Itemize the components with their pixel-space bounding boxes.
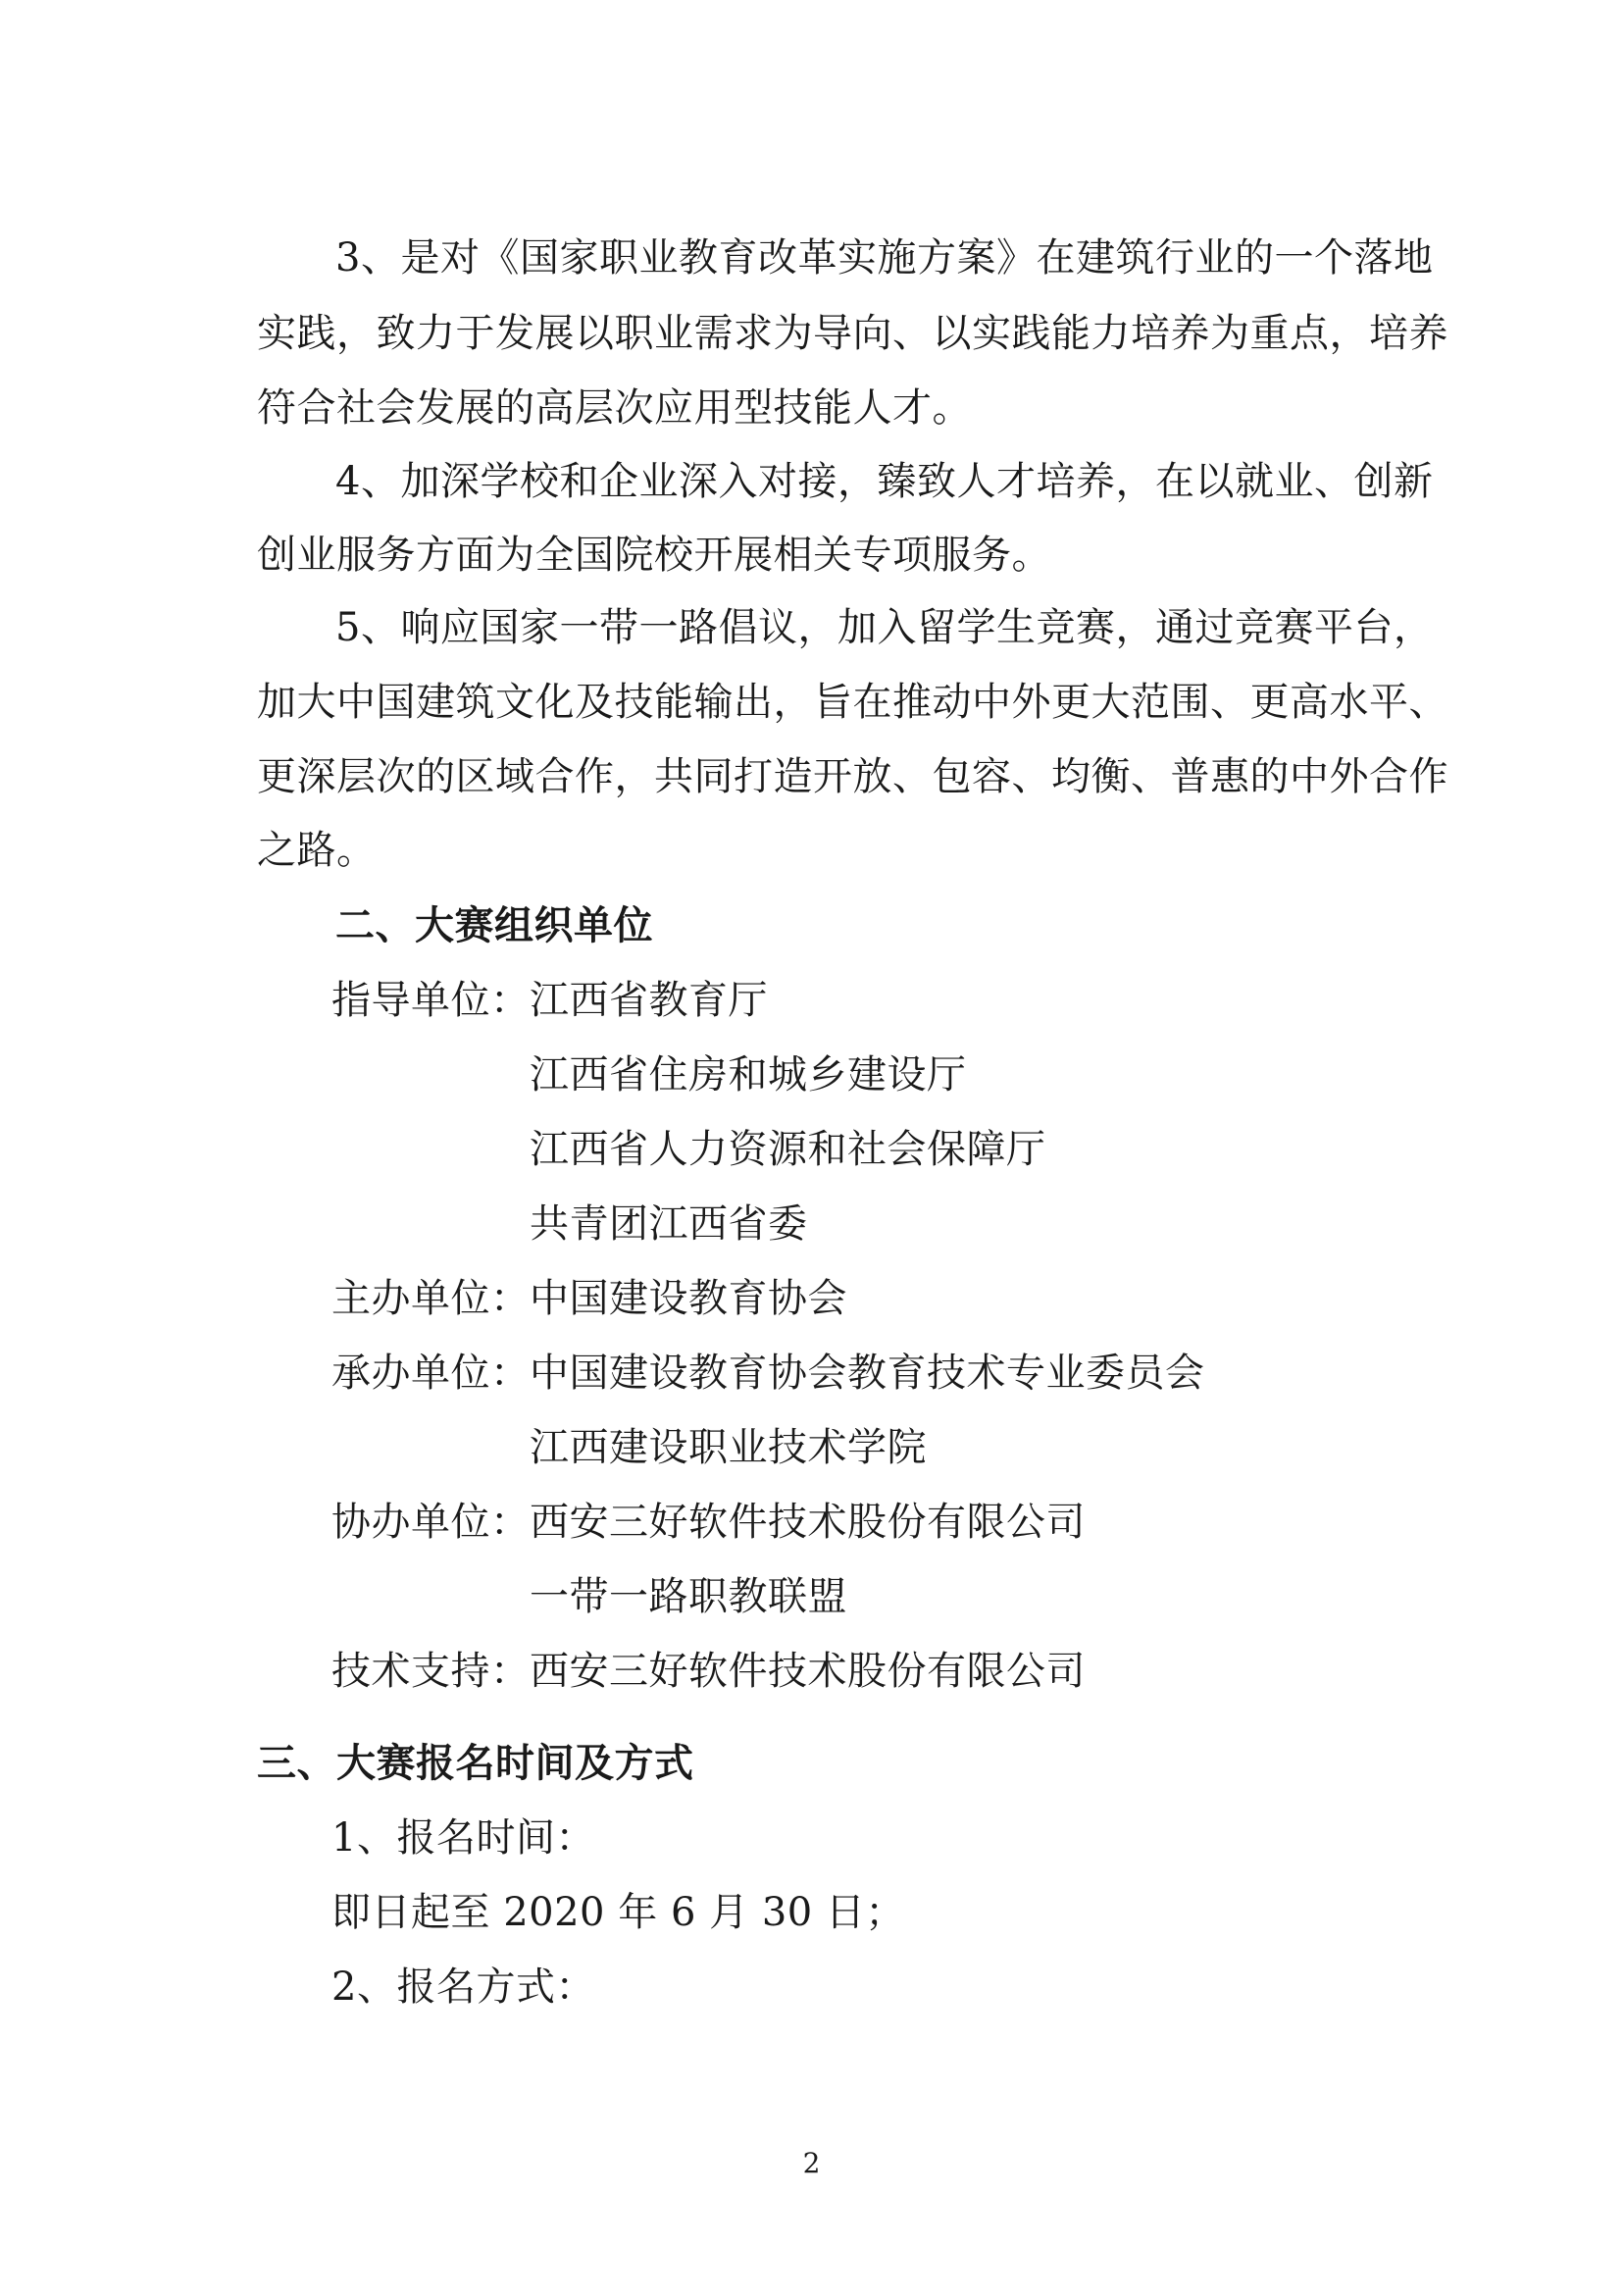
paragraph-item3-line1: 3、是对《国家职业教育改革实施方案》在建筑行业的一个落地	[335, 235, 1434, 281]
section-three-heading: 三、大赛报名时间及方式	[257, 1740, 694, 1786]
section-two-heading: 二、大赛组织单位	[335, 902, 653, 948]
tech-support-label: 技术支持：	[331, 1649, 531, 1694]
registration-time-value: 即日起至 2020 年 6 月 30 日；	[331, 1890, 905, 1935]
paragraph-item5-line1: 5、响应国家一带一路倡议，加入留学生竞赛，通过竞赛平台，	[335, 605, 1434, 650]
paragraph-item3-line2: 实践，致力于发展以职业需求为导向、以实践能力培养为重点，培养	[257, 311, 1448, 356]
host-unit-1: 中国建设教育协会	[530, 1276, 847, 1321]
paragraph-item5-line2: 加大中国建筑文化及技能输出，旨在推动中外更大范围、更高水平、	[257, 680, 1448, 725]
organizer-units-label: 承办单位：	[331, 1351, 531, 1396]
co-organizer-units-label: 协办单位：	[331, 1500, 531, 1545]
registration-time-label: 1、报名时间：	[331, 1815, 595, 1861]
tech-support-unit-1: 西安三好软件技术股份有限公司	[530, 1649, 1086, 1694]
paragraph-item3-line3: 符合社会发展的高层次应用型技能人才。	[257, 385, 972, 431]
paragraph-item5-line4: 之路。	[257, 828, 377, 873]
co-organizer-unit-1: 西安三好软件技术股份有限公司	[530, 1500, 1086, 1545]
paragraph-item5-line3: 更深层次的区域合作，共同打造开放、包容、均衡、普惠的中外合作	[257, 754, 1448, 799]
paragraph-item4-line2: 创业服务方面为全国院校开展相关专项服务。	[257, 533, 1051, 578]
co-organizer-unit-2: 一带一路职教联盟	[530, 1574, 847, 1619]
organizer-unit-2: 江西建设职业技术学院	[530, 1425, 927, 1470]
paragraph-item4-line1: 4、加深学校和企业深入对接，臻致人才培养，在以就业、创新	[335, 459, 1434, 504]
organizer-unit-1: 中国建设教育协会教育技术专业委员会	[530, 1351, 1205, 1396]
guiding-unit-4: 共青团江西省委	[530, 1201, 808, 1247]
guiding-unit-3: 江西省人力资源和社会保障厅	[530, 1127, 1046, 1172]
page-number: 2	[802, 2147, 821, 2179]
guiding-unit-2: 江西省住房和城乡建设厅	[530, 1052, 967, 1097]
host-unit-label: 主办单位：	[331, 1276, 531, 1321]
registration-method-label: 2、报名方式：	[331, 1964, 595, 2010]
guiding-unit-1: 江西省教育厅	[530, 978, 768, 1023]
guiding-units-label: 指导单位：	[331, 978, 531, 1023]
